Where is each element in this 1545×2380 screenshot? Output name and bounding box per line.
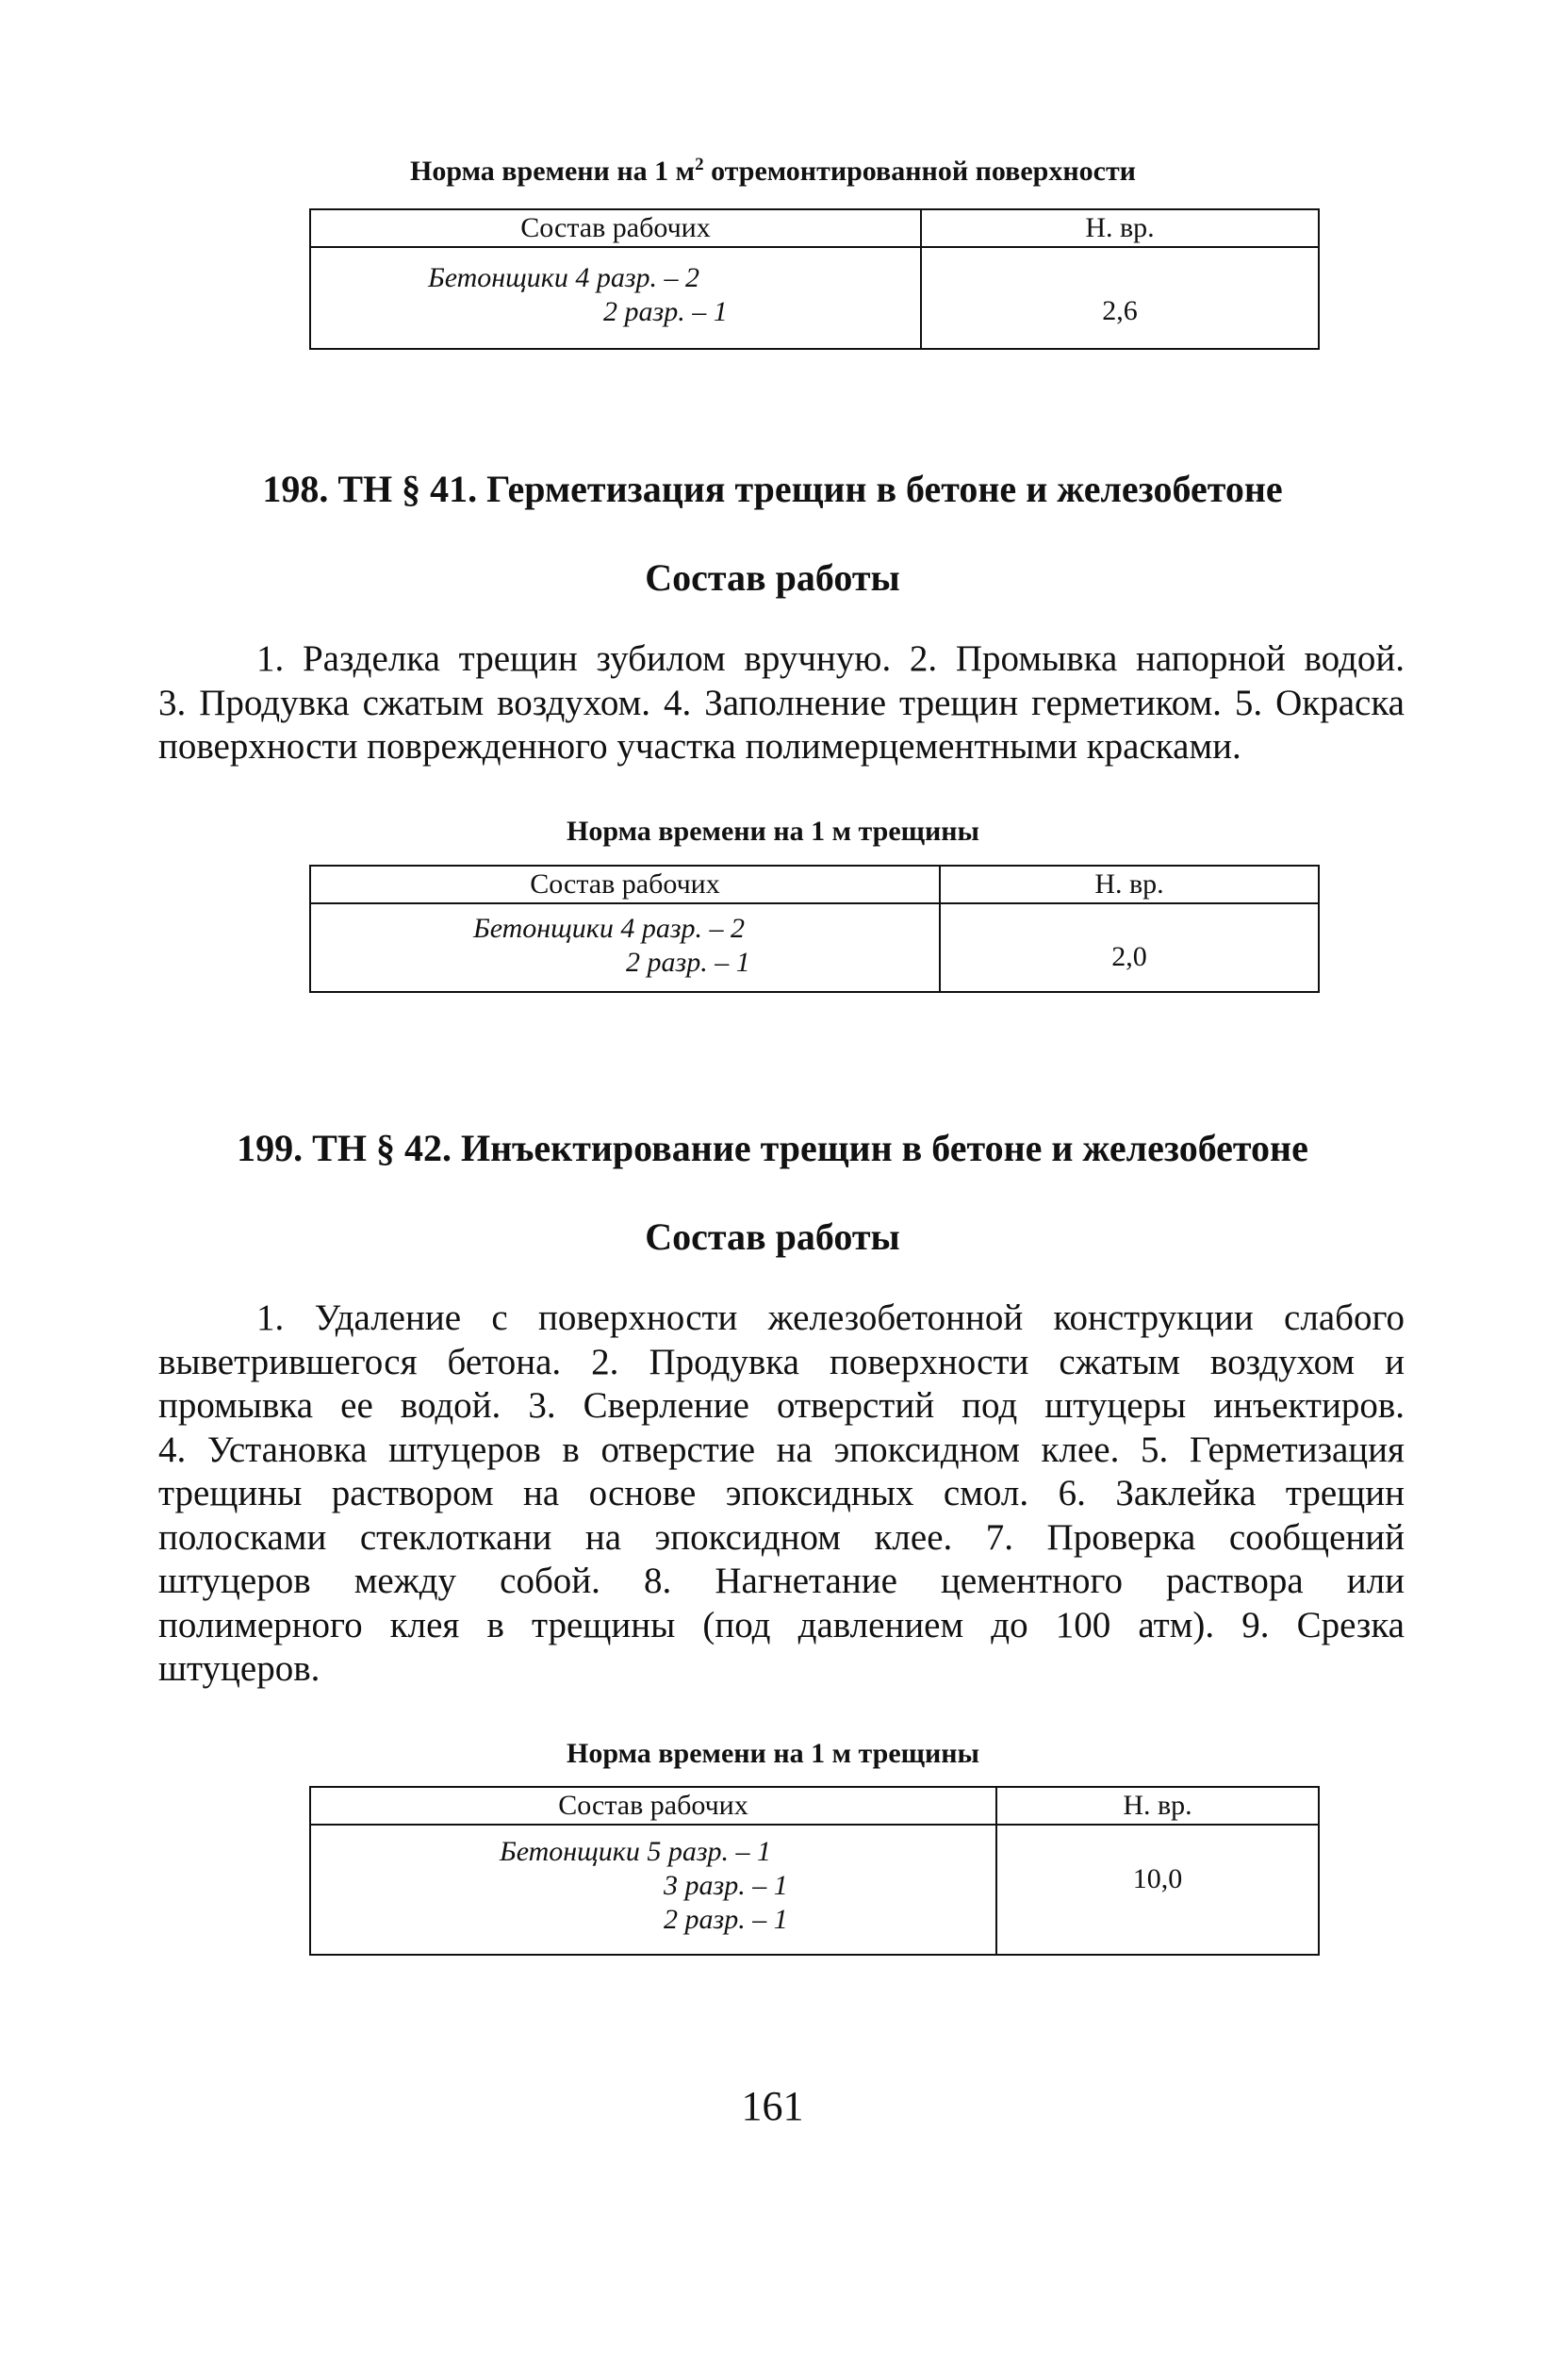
worker-line: 2 разр. – 1	[626, 947, 750, 978]
caption-superscript: 2	[695, 155, 704, 174]
norm-value-cell: 2,6	[921, 247, 1319, 349]
worker-line: 3 разр. – 1	[664, 1870, 788, 1901]
paragraph-line: штуцеров.	[158, 1648, 321, 1689]
table-header-row	[310, 866, 1319, 903]
table-caption-crack-198: Норма времени на 1 м трещины	[567, 816, 979, 847]
workers-cell	[310, 247, 921, 349]
paragraph-line: 1. Удаление с поверхности железобетонной конструкции слабого	[256, 1297, 1405, 1338]
worker-line: 2 разр. – 1	[603, 296, 728, 327]
caption-text: Норма времени на 1 м	[410, 156, 696, 187]
section-198-title: 198. ТН § 41. Герметизация трещин в бетоне и железобетоне	[262, 468, 1283, 510]
worker-line: Бетонщики 4 разр. – 2	[428, 262, 700, 293]
table-caption-crack-199: Норма времени на 1 м трещины	[567, 1738, 979, 1769]
paragraph-line: полосками стеклоткани на эпоксидном клее. 7. Проверка сообщений	[158, 1516, 1405, 1558]
norm-table-198	[309, 865, 1320, 993]
norm-table-surface	[309, 208, 1320, 350]
section-199-paragraph	[158, 1297, 1405, 1692]
paragraph-line: 3. Продувка сжатым воздухом. 4. Заполнение трещин герметиком. 5. Окраска	[158, 682, 1405, 723]
page-number: 161	[741, 2083, 804, 2129]
caption-text-rest: отремонтированной поверхности	[703, 156, 1136, 187]
paragraph-line: 4. Установка штуцеров в отверстие на эпоксидном клее. 5. Герметизация	[158, 1429, 1405, 1470]
norm-table-199	[309, 1786, 1320, 1956]
worker-line: 2 разр. – 1	[664, 1904, 788, 1935]
table-row	[310, 1825, 1319, 1955]
paragraph-line: 1. Разделка трещин зубилом вручную. 2. Промывка напорной водой.	[256, 638, 1405, 679]
table-row	[310, 903, 1319, 992]
table-caption-surface	[311, 155, 1235, 188]
paragraph-line: промывка ее водой. 3. Сверление отверстий под штуцеры инъектиров.	[158, 1385, 1405, 1426]
col-header-workers: Состав рабочих	[310, 866, 940, 903]
col-header-norm: Н. вр.	[921, 209, 1319, 247]
workers-cell	[310, 1825, 996, 1955]
section-198-paragraph	[158, 637, 1405, 769]
paragraph-line: полимерного клея в трещины (под давлением до 100 атм). 9. Срезка	[158, 1604, 1405, 1645]
col-header-norm: Н. вр.	[940, 866, 1319, 903]
table-header-row	[310, 1787, 1319, 1825]
paragraph-line: штуцеров между собой. 8. Нагнетание цементного раствора или	[158, 1561, 1405, 1601]
paragraph-line: выветрившегося бетона. 2. Продувка поверхности сжатым воздухом и	[158, 1341, 1405, 1382]
norm-value-cell: 2,0	[940, 903, 1319, 992]
section-199-title: 199. ТН § 42. Инъектирование трещин в бетоне и железобетоне	[237, 1127, 1308, 1169]
workers-cell	[310, 903, 940, 992]
norm-value-cell: 10,0	[996, 1825, 1319, 1955]
col-header-workers: Состав рабочих	[310, 209, 921, 247]
section-199-work-heading: Состав работы	[645, 1215, 900, 1258]
section-198-work-heading: Состав работы	[645, 556, 900, 599]
paragraph-line: поверхности поврежденного участка полимерцементными красками.	[158, 726, 1241, 767]
table-row	[310, 247, 1319, 349]
table-header-row	[310, 209, 1319, 247]
worker-line: Бетонщики 4 разр. – 2	[473, 913, 746, 944]
col-header-norm: Н. вр.	[996, 1787, 1319, 1825]
col-header-workers: Состав рабочих	[310, 1787, 996, 1825]
paragraph-line: трещины раствором на основе эпоксидных смол. 6. Заклейка трещин	[158, 1473, 1405, 1513]
worker-line: Бетонщики 5 разр. – 1	[500, 1836, 772, 1867]
